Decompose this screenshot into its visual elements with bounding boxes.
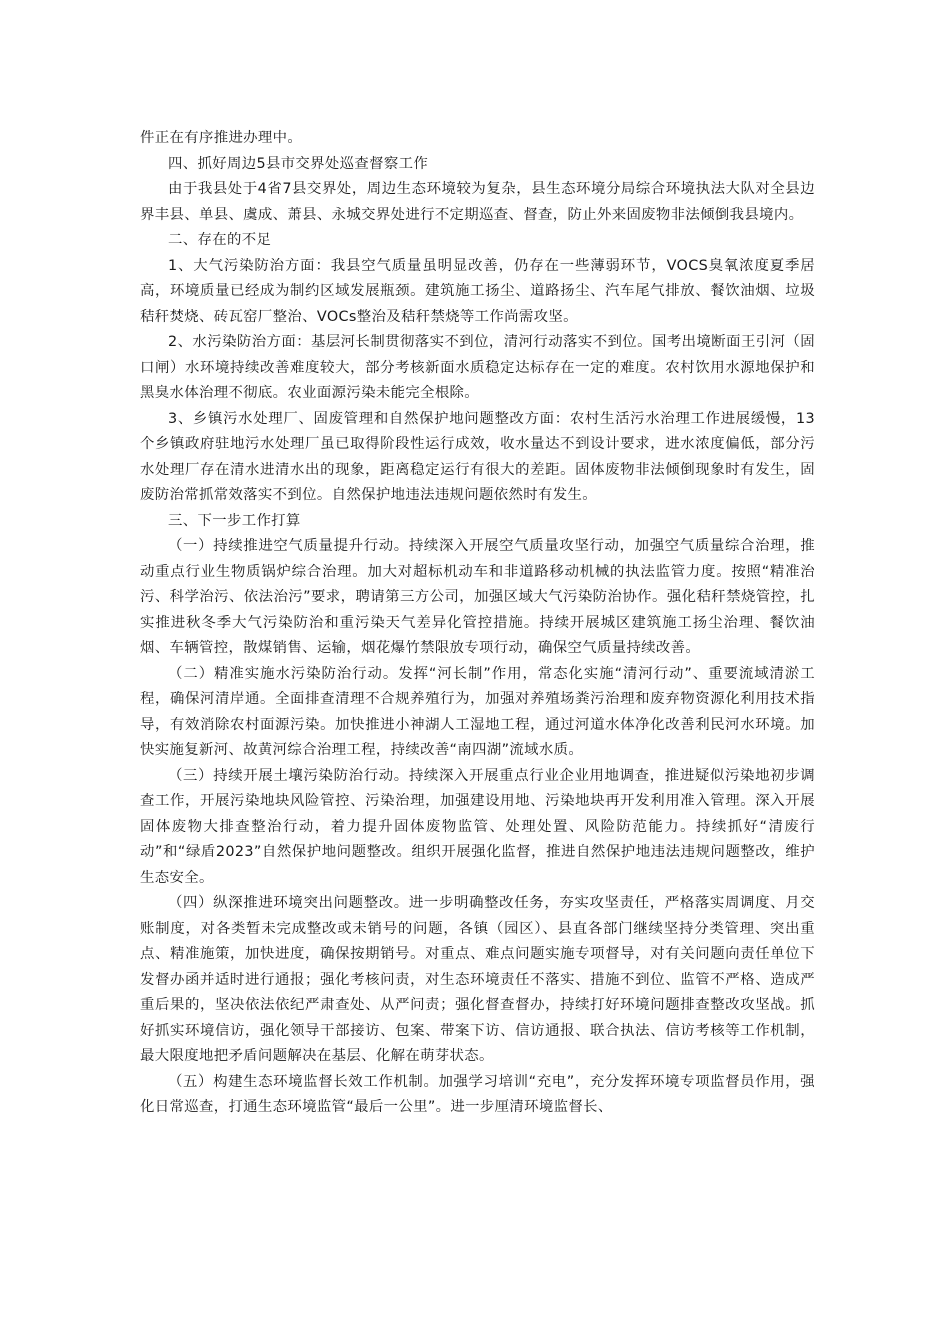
paragraph-water-pollution: 2、水污染防治方面：基层河长制贯彻落实不到位，清河行动落实不到位。国考出境断面王引河（固口闸）水环境持续改善难度较大，部分考核新面水质稳定达标存在一定的难度。农村饮用水源地保护和黑臭水体治理不彻底。农业面源污染未能完全根除。: [140, 334, 815, 401]
paragraph-border-patrol: 由于我县处于4省7县交界处，周边生态环境较为复杂，县生态环境分局综合环境执法大队对全县边界丰县、单县、虞成、萧县、永城交界处进行不定期巡查、督查，防止外来固废物非法倾倒我县境内。: [140, 181, 815, 223]
paragraph-sewage-waste: 3、乡镇污水处理厂、固废管理和自然保护地问题整改方面：农村生活污水治理工作进展缓慢，13个乡镇政府驻地污水处理厂虽已取得阶段性运行成效，收水量达不到设计要求，进水浓度偏低，部分污水处理厂存在清水进清水出的现象，距离稳定运行有很大的差距。固体废物非法倾倒现象时有发生，固废防治常抓常效落实不到位。自然保护地违法违规问题依然时有发生。: [140, 410, 815, 503]
document-body: [140, 126, 815, 1121]
paragraph-air-pollution: 1、大气污染防治方面：我县空气质量虽明显改善，仍存在一些薄弱环节，VOCS臭氧浓度夏季居高，环境质量已经成为制约区域发展瓶颈。建筑施工扬尘、道路扬尘、汽车尾气排放、餐饮油烟、垃圾秸秆焚烧、砖瓦窑厂整治、VOCs整治及秸秆禁烧等工作尚需攻坚。: [140, 257, 815, 325]
paragraph-rectification-plan: （四）纵深推进环境突出问题整改。进一步明确整改任务，夯实攻坚责任，严格落实周调度、月交账制度，对各类暂未完成整改或未销号的问题，各镇（园区）、县直各部门继续坚持分类管理、突出重点、精准施策，加快进度，确保按期销号。对重点、难点问题实施专项督导，对有关问题向责任单位下发督办函并适时进行通报；强化考核问责，对生态环境责任不落实、措施不到位、监管不严格、造成严重后果的，坚决依法依纪严肃查处、从严问责；强化督查督办，持续打好环境问题排查整改攻坚战。抓好抓实环境信访，强化领导干部接访、包案、带案下访、信访通报、联合执法、信访考核等工作机制，最大限度地把矛盾问题解决在基层、化解在萌芽状态。: [140, 895, 815, 1064]
paragraph-water-plan: （二）精准实施水污染防治行动。发挥“河长制”作用，常态化实施“清河行动”、重要流域清淤工程，确保河清岸通。全面排查清理不合规养殖行为，加强对养殖场粪污治理和废弃物资源化利用技术指导，有效消除农村面源污染。加快推进小神湖人工湿地工程，通过河道水体净化改善利民河水环境。加快实施复新河、故黄河综合治理工程，持续改善“南四湖”流域水质。: [140, 665, 815, 758]
section-heading-next-steps: 三、下一步工作打算: [168, 512, 301, 529]
paragraph-continuation: 件正在有序推进办理中。: [140, 130, 303, 146]
paragraph-supervision-mechanism: （五）构建生态环境监督长效工作机制。加强学习培训“充电”，充分发挥环境专项监督员作用，强化日常巡查，打通生态环境监管“最后一公里”。进一步厘清环境监督长、: [140, 1073, 815, 1115]
section-heading-border-patrol: 四、抓好周边5县市交界处巡查督察工作: [168, 155, 429, 172]
paragraph-air-quality-plan: （一）持续推进空气质量提升行动。持续深入开展空气质量攻坚行动，加强空气质量综合治理，推动重点行业生物质锅炉综合治理。加大对超标机动车和非道路移动机械的执法监管力度。按照“精准治污、科学治污、依法治污”要求，聘请第三方公司，加强区域大气污染防治协作。强化秸秆禁烧管控，扎实推进秋冬季大气污染防治和重污染天气差异化管控措施。持续开展城区建筑施工扬尘治理、餐饮油烟、车辆管控，散煤销售、运输，烟花爆竹禁限放专项行动，确保空气质量持续改善。: [140, 538, 815, 656]
section-heading-shortcomings: 二、存在的不足: [168, 232, 272, 248]
paragraph-soil-plan: （三）持续开展土壤污染防治行动。持续深入开展重点行业企业用地调查，推进疑似污染地初步调查工作，开展污染地块风险管控、污染治理，加强建设用地、污染地块再开发利用准入管理。深入开展固体废物大排查整治行动，着力提升固体废物监管、处理处置、风险防范能力。持续抓好“清废行动”和“绿盾2023”自然保护地问题整改。组织开展强化监督，推进自然保护地违法违规问题整改，维护生态安全。: [140, 767, 815, 886]
